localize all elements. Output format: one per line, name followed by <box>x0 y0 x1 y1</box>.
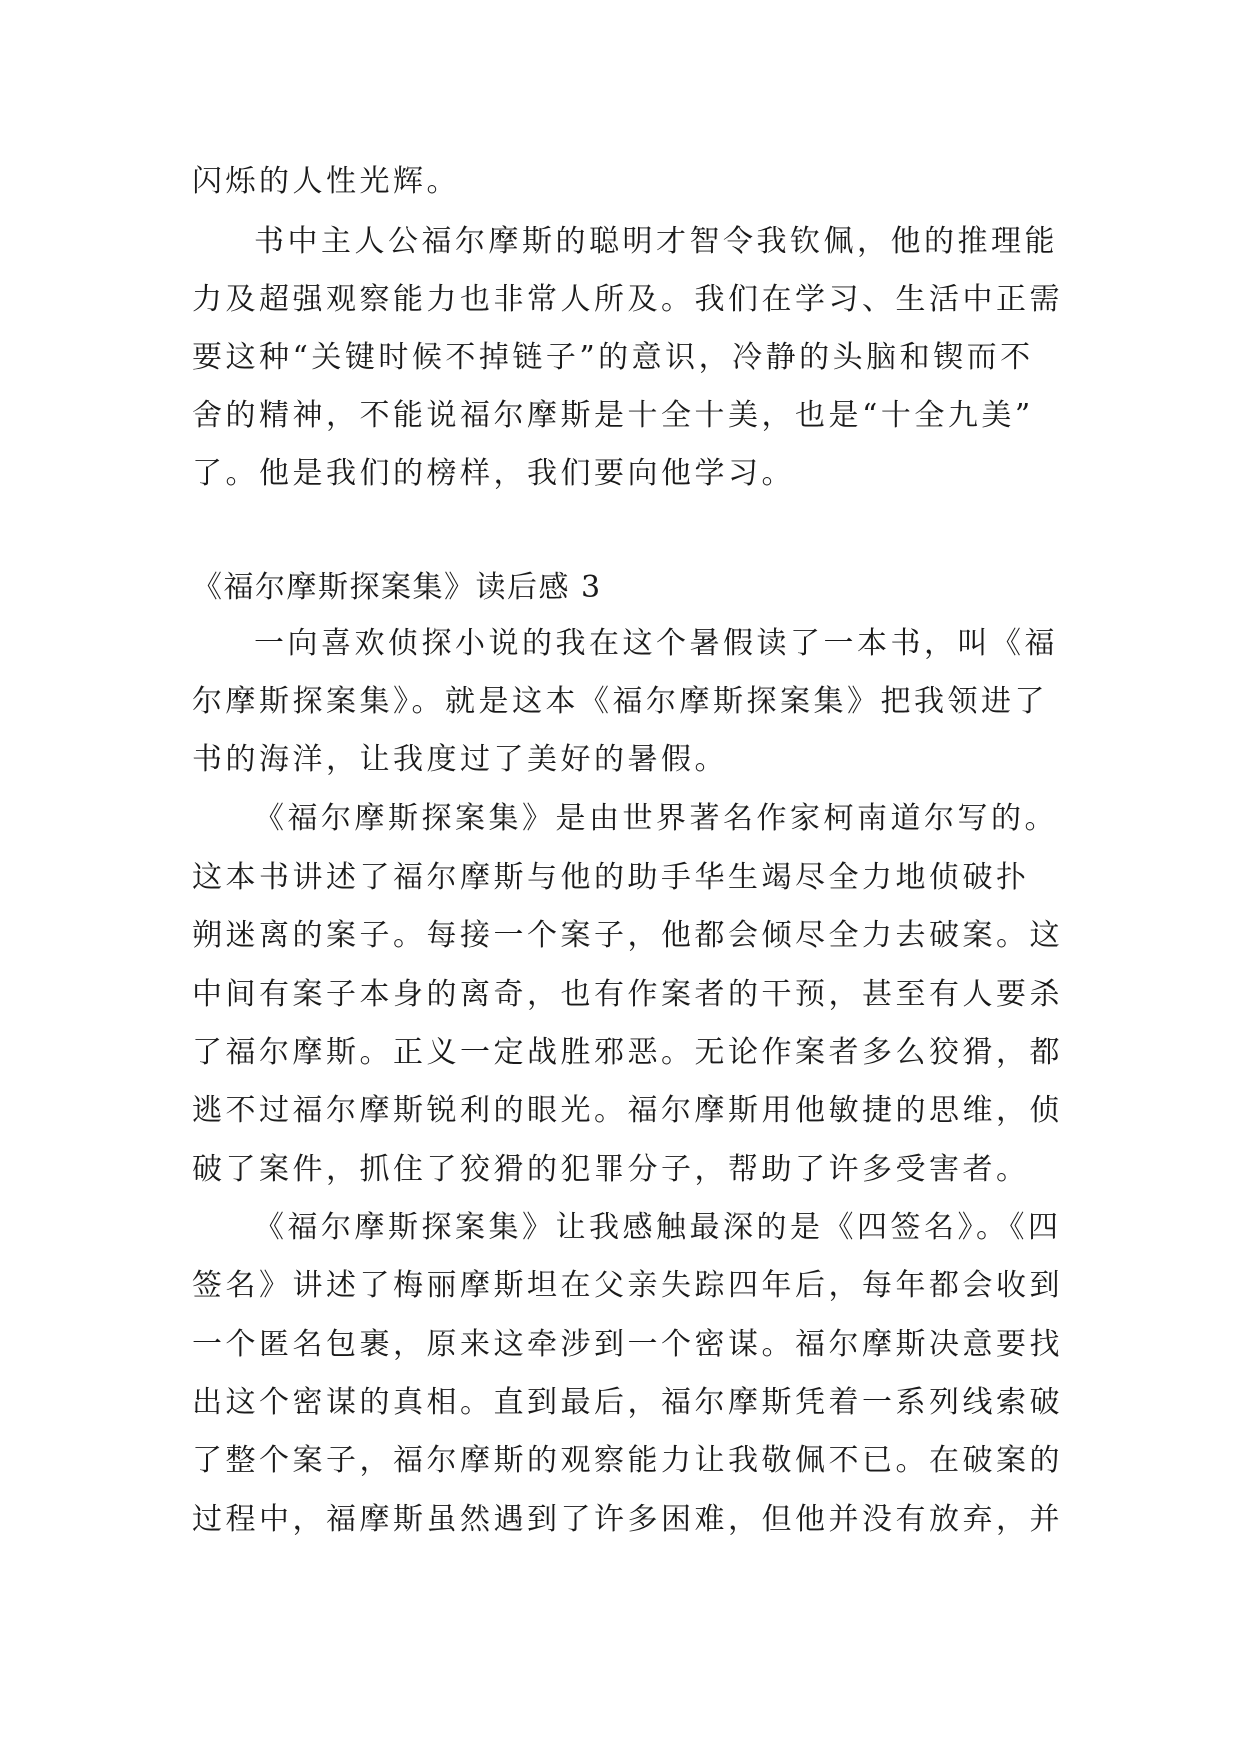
text-line: 尔摩斯探案集》。就是这本《福尔摩斯探案集》把我领进了 <box>192 684 1048 719</box>
text-line: 要这种“关键时候不掉链子”的意识，冷静的头脑和锲而不 <box>192 340 1034 375</box>
text-line: 了福尔摩斯。正义一定战胜邪恶。无论作案者多么狡猾，都 <box>192 1035 1063 1070</box>
text-line: 破了案件，抓住了狡猾的犯罪分子，帮助了许多受害者。 <box>192 1152 1030 1187</box>
text-line: 力及超强观察能力也非常人所及。我们在学习、生活中正需 <box>192 282 1063 317</box>
text-line: 一个匿名包裹，原来这牵涉到一个密谋。福尔摩斯决意要找 <box>192 1327 1063 1362</box>
text-line: 这本书讲述了福尔摩斯与他的助手华生竭尽全力地侦破扑 <box>192 860 1030 895</box>
text-line: 过程中，福摩斯虽然遇到了许多困难，但他并没有放弃，并 <box>192 1502 1063 1537</box>
text-line: 中间有案子本身的离奇，也有作案者的干预，甚至有人要杀 <box>192 977 1063 1012</box>
text-line: 逃不过福尔摩斯锐利的眼光。福尔摩斯用他敏捷的思维，侦 <box>192 1093 1063 1128</box>
text-line: 了。他是我们的榜样，我们要向他学习。 <box>192 456 795 491</box>
text-line: 舍的精神，不能说福尔摩斯是十全十美，也是“十全九美” <box>192 398 1034 433</box>
text-line: 《福尔摩斯探案集》是由世界著名作家柯南道尔写的。 <box>254 801 1058 836</box>
section-title: 《福尔摩斯探案集》读后感 3 <box>192 570 602 605</box>
text-line: 出这个密谋的真相。直到最后，福尔摩斯凭着一系列线索破 <box>192 1385 1063 1420</box>
text-line: 一向喜欢侦探小说的我在这个暑假读了一本书，叫《福 <box>254 626 1058 661</box>
text-line: 了整个案子，福尔摩斯的观察能力让我敬佩不已。在破案的 <box>192 1443 1063 1478</box>
text-line: 《福尔摩斯探案集》让我感触最深的是《四签名》。《四 <box>254 1210 1062 1245</box>
text-line: 朔迷离的案子。每接一个案子，他都会倾尽全力去破案。这 <box>192 918 1063 953</box>
text-line: 书中主人公福尔摩斯的聪明才智令我钦佩，他的推理能 <box>254 224 1058 259</box>
text-line: 闪烁的人性光辉。 <box>192 164 460 199</box>
text-line: 书的海洋，让我度过了美好的暑假。 <box>192 742 728 777</box>
text-line: 签名》讲述了梅丽摩斯坦在父亲失踪四年后，每年都会收到 <box>192 1268 1063 1303</box>
